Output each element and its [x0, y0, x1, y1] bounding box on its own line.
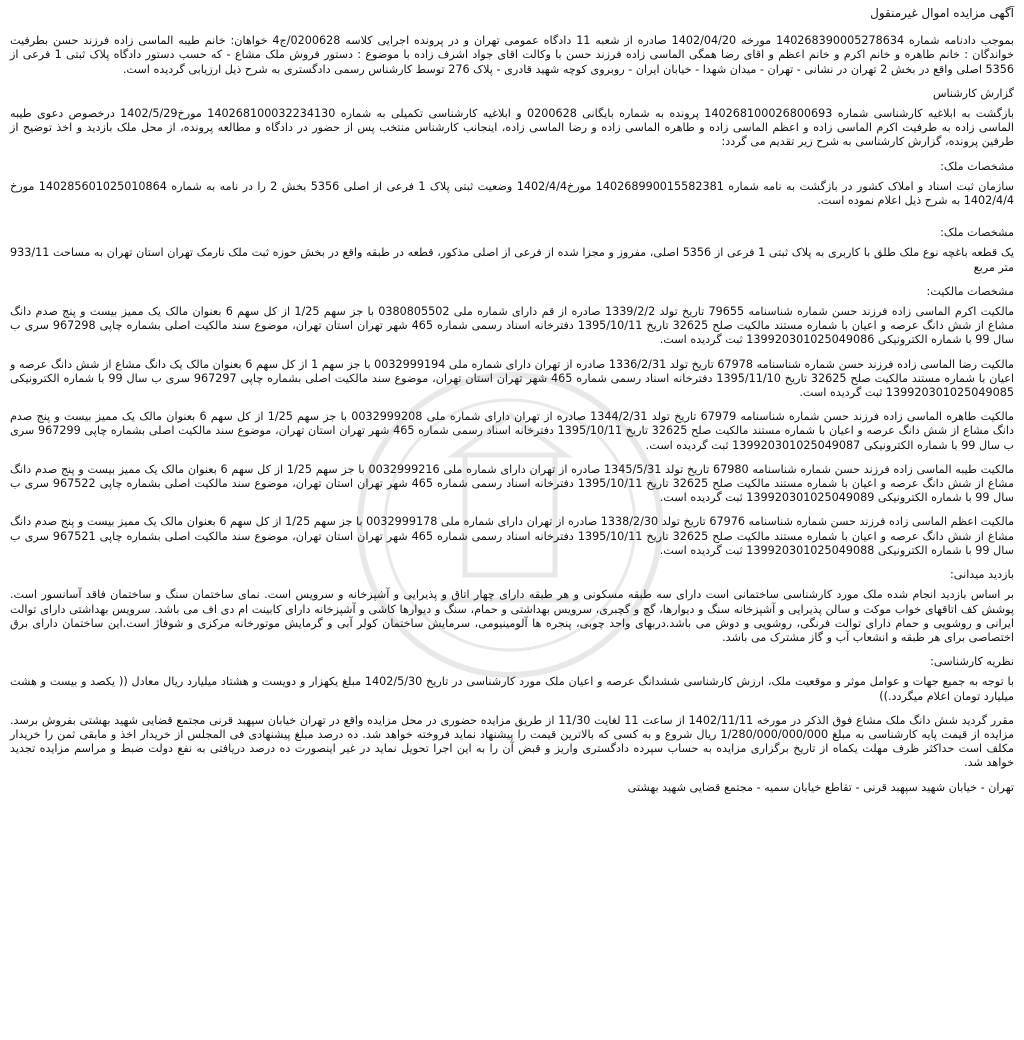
auction-notice-document — [0, 6, 1024, 1040]
expert-report-heading: گزارش کارشناس — [932, 86, 1014, 100]
expert-opinion-heading: نظریه کارشناسی: — [930, 655, 1014, 669]
ownership-item: مالکیت طاهره الماسی زاده فرزند حسن شماره شناسنامه 67979 تاریخ تولد 1344/2/31 صادره از تهران دارای شماره ملی 0032999208 با جز سهم 1/25 از کل سهم 6 بعنوان مالک یک ممیز بیست و پنج صدم دانگ مشاع از شش دانگ عرصه و اعیان با شماره مستند مالکیت صلح 32625 تاریخ 1395/10/11 دفترخانه اسناد رسمی شماره 465 شهر تهران استان تهران، موضوع سند مالکیت اصلی بشماره چاپی 967299 سری ب سال 99 با شماره الکترونیکی 139920301025049087 ثبت گردیده است. — [10, 410, 1015, 452]
intro-paragraph: بموجب دادنامه شماره 140268390005278634 مورخه 1402/04/20 صادره از شعبه 11 دادگاه عمومی تهران و در پرونده اجرایی کلاسه 0200628/ج4 خواهان: خانم طیبه الماسی زاده فرزند حسن بطرفیت خواندگان : خانم طاهره و خانم اکرم و خانم اعظم و اقای رضا همگی الماسی زاده فرزند حسن با وکالت اقای جواد اشرف زاده با موضوع : دستور فروش ملک مشاع - که حسب دستور دادگاه پلاک ثبتی 1 فرعی از 5356 اصلی واقع در بخش 2 تهران در نشانی - تهران - میدان شهدا - خیابان ایران - روبروی کوچه شهید قادری - پلاک 276 توسط کارشناس رسمی دادگستری به شرح ذیل ارزیابی گردیده است. — [10, 34, 1015, 76]
ownership-item: مالکیت طیبه الماسی زاده فرزند حسن شماره شناسنامه 67980 تاریخ تولد 1345/5/31 صادره از تهران دارای شماره ملی 0032999216 با جز سهم 1/25 از کل سهم 6 بعنوان مالک یک ممیز بیست و پنج صدم دانگ مشاع از شش دانگ عرصه و اعیان با شماره مستند مالکیت صلح 32625 تاریخ 1395/10/11 دفترخانه اسناد رسمی شماره 465 شهر تهران استان تهران، موضوع سند مالکیت اصلی بشماره چاپی 967522 سری ب سال 99 با شماره الکترونیکی 139920301025049089 ثبت گردیده است. — [10, 462, 1015, 505]
auction-terms-text: مقرر گردید شش دانگ ملک مشاع فوق الذکر در مورخه 1402/11/11 از ساعت 11 لغایت 11/30 از طریق مزایده حضوری در محل مزایده واقع در تهران خیابان سپهبد قرنی مجتمع قضایی شهید بهشتی بفروش برسد. مزایده از قیمت پایه کارشناسی به مبلغ 1/280/000/000/000 ریال شروع و به کسی که بالاترین قیمت را پیشنهاد نماید فروخته خواهد شد. ده درصد مبلغ پیشنهادی فی المجلس از خریدار اخذ و مابقی ثمن را خریدار مکلف است حداکثر ظرف مهلت یکماه از تاریخ برگزاری مزایده به حساب سپرده دادگستری واریز و قبض آن را به این اجرا تحویل نماید در غیر اینصورت ده درصد دریافتی به نفع دولت ضبط و مراسم مزایده تجدید خواهد شد. — [10, 713, 1015, 770]
expert-report-text: بازگشت به ابلاغیه کارشناسی شماره 140268100026800693 پرونده به شماره بایگانی 0200628 و ابلاغیه کارشناسی تکمیلی به شماره 140268100032234130 مورخ1402/5/29 درخصوص دعوی طیبه الماسی زاده به طرفیت اکرم الماسی زاده و اعظم الماسی زاده و طاهره الماسی زاده و رضا الماسی زاده، اینجانب کارشناس منتخب پس از حضور در دادگاه و مطالعه پرونده، از محل ملک بازدید و اخذ توضیح از طرفین پرونده، گزارش کارشناسی به شرح زیر تقدیم می گردد: — [10, 107, 1015, 149]
property-spec-heading-2: مشخصات ملک: — [940, 226, 1014, 240]
expert-opinion-text: با توجه به جمیع جهات و عوامل موثر و موقعیت ملک، ارزش کارشناسی ششدانگ عرصه و اعیان ملک مورد کارشناسی در تاریخ 1402/5/30 مبلغ یکهزار و دویست و هشتاد میلیارد ریال معادل (( یکصد و بیست و هشت میلیارد تومان اعلام میگردد.)) — [10, 675, 1015, 703]
property-spec-text: سازمان ثبت اسناد و املاک کشور در بازگشت به نامه شماره 140268990015582381 مورخ1402/4/4 وضعیت ثبتی پلاک 1 فرعی از اصلی 5356 بخش 2 را در نامه به شماره 140285601025010864 مورخ 1402/4/4 به شرح ذیل اعلام نموده است. — [10, 179, 1015, 208]
notice-title: آگهی مزایده اموال غیرمنقول — [870, 6, 1014, 20]
site-visit-text: بر اساس بازدید انجام شده ملک مورد کارشناسی ساختمانی است دارای سه طبقه مسکونی و هر طبقه دارای چهار اتاق و پذیرایی و آشپزخانه و سرویس است. نمای ساختمان سنگ و ساختمان فاقد آسانسور است. پوشش کف اتاقهای خواب موکت و سالن پذیرایی و آشپزخانه سنگ و دیوارها، گچ و گچبری، سرویس بهداشتی و حمام، سنگ و دیوارها کاشی و آشپزخانه دارای کابینت ام دی اف می باشد. سرویس بهداشتی دارای توالت ایرانی و روشویی و حمام دارای توالت فرنگی، روشویی و دوش می باشد.دربهای واحد چوبی، پنجره ها آلومینیومی، سرمایش ساختمان کولر آبی و گرمایش موتورخانه مرکزی و شوفاژ است.این ساختمان دارای برق اختصاصی برای هر طبقه و انشعاب آب و گاز مشترک می باشد. — [10, 588, 1014, 644]
court-address: تهران - خیابان شهید سپهبد قرنی - تقاطع خیابان سمیه - مجتمع قضایی شهید بهشتی — [627, 780, 1014, 794]
property-spec-text-2: یک قطعه باغچه نوع ملک طلق با کاربری به پلاک ثبتی 1 فرعی از 5356 اصلی، مفروز و مجزا شده از فرعی از اصلی مذکور، قطعه در طبقه واقع در بخش حوزه ثبت ملک نارمک تهران استان تهران به مساحت 933/11 متر مربع — [10, 246, 1015, 274]
ownership-item: مالکیت اعظم الماسی زاده فرزند حسن شماره شناسنامه 67976 تاریخ تولد 1338/2/30 صادره از تهران دارای شماره ملی 0032999178 با جز سهم 1/25 از کل سهم 6 بعنوان مالک یک ممیز بیست و پنج صدم دانگ مشاع از شش دانگ عرصه و اعیان با شماره مستند مالکیت صلح 32625 تاریخ 1395/10/11 دفترخانه اسناد رسمی شماره 465 شهر تهران استان تهران، موضوع سند مالکیت اصلی بشماره چاپی 967521 سری ب سال 99 با شماره الکترونیکی 139920301025049088 ثبت گردیده است. — [10, 515, 1014, 557]
site-visit-heading: بازدید میدانی: — [949, 568, 1014, 582]
property-spec-heading: مشخصات ملک: — [940, 159, 1014, 173]
ownership-item: مالکیت اکرم الماسی زاده فرزند حسن شماره شناسنامه 79655 تاریخ تولد 1339/2/2 صادره از قم دارای شماره ملی 0380805502 با جز سهم 1/25 از کل سهم 6 بعنوان مالک یک ممیز بیست و پنج صدم دانگ مشاع از شش دانگ عرصه و اعیان با شماره مستند مالکیت صلح 32625 تاریخ 1395/10/11 دفترخانه اسناد رسمی شماره 465 شهر تهران استان تهران، موضوع سند مالکیت اصلی بشماره چاپی 967298 سری ب سال 99 با شماره الکترونیکی 139920301025049086 ثبت گردیده است. — [10, 305, 1015, 347]
ownership-item: مالکیت رضا الماسی زاده فرزند حسن شماره شناسنامه 67978 تاریخ تولد 1336/2/31 صادره از تهران دارای شماره ملی 0032999194 با جز سهم 1 از کل سهم 6 بعنوان مالک یک دانگ مشاع از شش دانگ عرصه و اعیان با شماره مستند مالکیت صلح 32625 تاریخ 1395/11/10 دفترخانه اسناد رسمی شماره 465 شهر تهران استان تهران، موضوع سند مالکیت اصلی بشماره چاپی 967297 سری ب سال 99 با شماره الکترونیکی 139920301025049085 ثبت گردیده است. — [10, 357, 1015, 400]
ownership-heading: مشخصات مالکیت: — [926, 284, 1014, 298]
